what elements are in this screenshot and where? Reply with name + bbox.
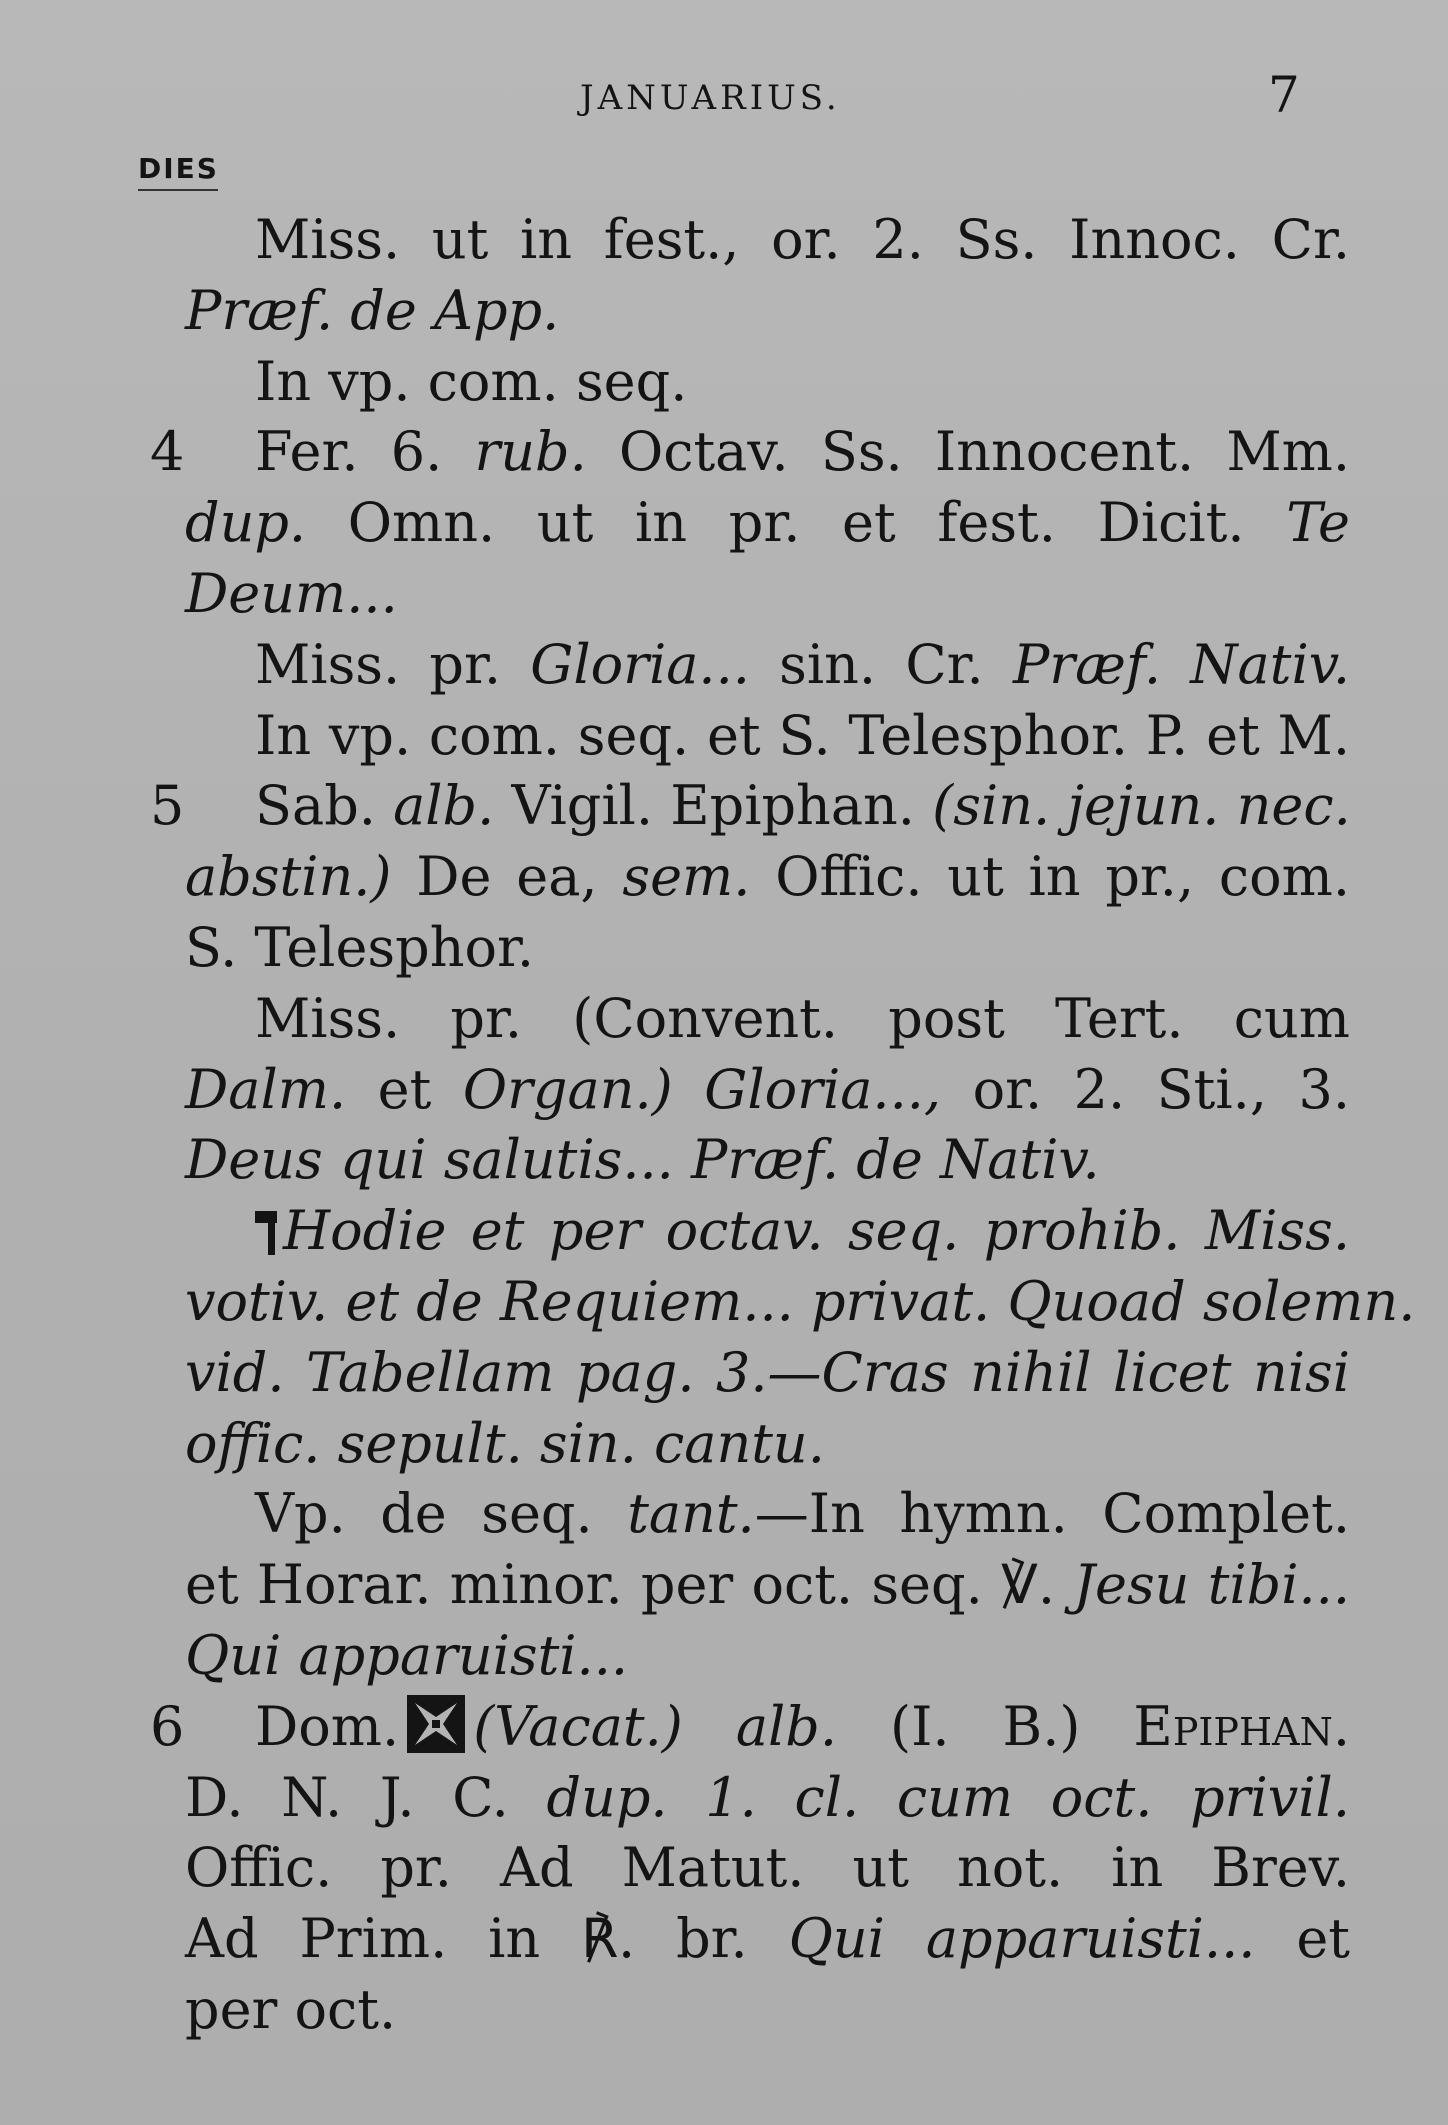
day-number: 4	[150, 420, 185, 484]
text-line: Miss. ut in fest., or. 2. Ss. Innoc. Cr.	[255, 208, 1350, 271]
text-line: In vp. com. seq.	[255, 349, 688, 413]
text-line: Dalm. et Organ.) Gloria..., or. 2. Sti., 3.	[185, 1057, 1351, 1121]
text-line: Offic. pr. Ad Matut. ut not. in Brev.	[185, 1836, 1350, 1900]
text-line: votiv. et de Requiem... privat. Quoad solemn.	[185, 1269, 1416, 1333]
text-line: Deus qui salutis... Præf. de Nativ.	[185, 1128, 1100, 1192]
text-line: S. Telesphor.	[185, 915, 535, 979]
text-line: offic. sepult. sin. cantu.	[185, 1411, 825, 1475]
text-line: Ad Prim. in ℟. br. Qui apparuisti... et	[185, 1907, 1350, 1971]
text-line: Præf. de App.	[185, 278, 560, 342]
maltese-cross-icon	[407, 1695, 465, 1753]
text-line: Vp. de seq. tant.—In hymn. Complet.	[255, 1482, 1350, 1546]
day-entry-6: 6 Dom. (Vacat.) alb. (I. B.) Epiphan.	[150, 1692, 1350, 1763]
text-line: per oct.	[185, 1977, 397, 2041]
page-number: 7	[1268, 66, 1300, 124]
text-line: vid. Tabellam pag. 3.—Cras nihil licet nisi	[185, 1340, 1350, 1404]
text-line: Qui apparuisti...	[185, 1623, 629, 1687]
day-entry-5: 5 Sab. alb. Vigil. Epiphan. (sin. jejun. nec.	[150, 771, 1350, 842]
text-line: abstin.) De ea, sem. Offic. ut in pr., com.	[185, 845, 1351, 909]
text-line: dup. Omn. ut in pr. et fest. Dicit. Te	[185, 491, 1351, 555]
body-text	[150, 205, 1416, 2046]
text-line: D. N. J. C. dup. 1. cl. cum oct. privil.	[185, 1765, 1350, 1829]
day-number: 5	[150, 774, 185, 838]
text-line: Miss. pr. Gloria... sin. Cr. Præf. Nativ.	[255, 632, 1350, 696]
text-line: Miss. pr. (Convent. post Tert. cum	[255, 986, 1350, 1050]
text-line: In vp. com. seq. et S. Telesphor. P. et M.	[255, 703, 1350, 767]
page-title: JANUARIUS.	[580, 78, 841, 118]
rubric-note: Hodie et per octav. seq. prohib. Miss.	[150, 1196, 1350, 1267]
pilcrow-icon	[255, 1209, 277, 1257]
column-label-dies: DIES	[138, 152, 218, 191]
text-line: Deum...	[185, 561, 398, 625]
text-line: et Horar. minor. per oct. seq. ℣. Jesu tibi...	[185, 1553, 1350, 1617]
day-entry-4: 4 Fer. 6. rub. Octav. Ss. Innocent. Mm.	[150, 417, 1350, 488]
day-number: 6	[150, 1694, 185, 1758]
